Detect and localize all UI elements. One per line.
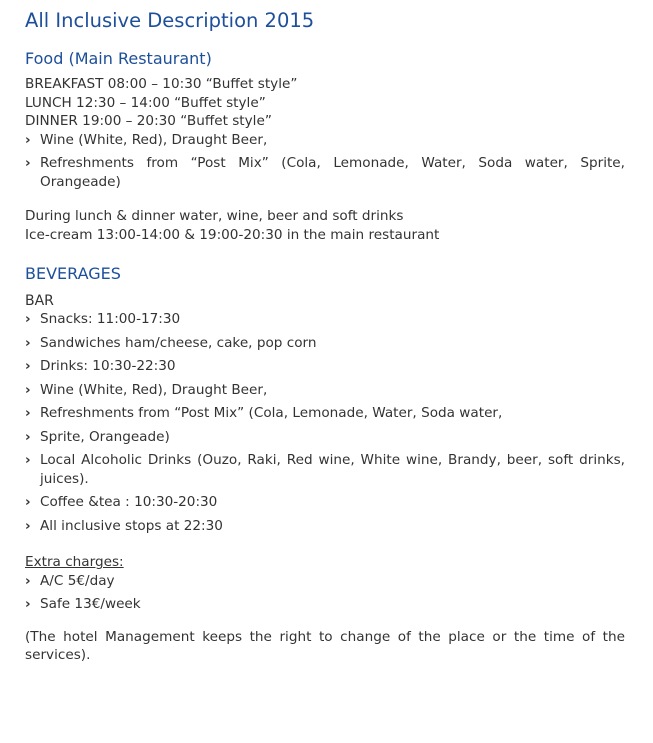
chevron-right-icon: › (25, 381, 31, 398)
chevron-right-icon: › (25, 311, 31, 327)
list-item-text: Coffee &tea : 10:30-20:30 (40, 494, 218, 510)
list-item-text: Drinks: 10:30-22:30 (40, 358, 176, 374)
list-item (25, 357, 625, 376)
chevron-right-icon: › (25, 155, 31, 171)
chevron-right-icon: › (25, 572, 31, 589)
list-item (25, 334, 625, 353)
bar-list (25, 310, 625, 535)
food-notes (25, 207, 625, 244)
chevron-right-icon: › (25, 596, 31, 612)
list-item (25, 595, 625, 614)
meal-breakfast: BREAKFAST 08:00 – 10:30 “Buffet style” (25, 76, 298, 92)
chevron-right-icon: › (25, 131, 31, 148)
list-item-text: All inclusive stops at 22:30 (40, 517, 223, 534)
list-item-text: Refreshments from “Post Mix” (Cola, Lemonade, Water, Soda water, (40, 405, 503, 421)
beverages-heading: BEVERAGES (25, 264, 121, 283)
list-item-text: Wine (White, Red), Draught Beer, (40, 131, 268, 148)
list-item (25, 131, 625, 150)
list-item-text: Sandwiches ham/cheese, cake, pop corn (40, 334, 317, 351)
list-item (25, 572, 625, 591)
management-note: (The hotel Management keeps the right to change of the place or the time of the services). (25, 628, 625, 663)
chevron-right-icon: › (25, 517, 31, 534)
list-item (25, 154, 625, 191)
list-item-text: Refreshments from “Post Mix” (Cola, Lemonade, Water, Soda water, Sprite, Orangeade) (40, 155, 625, 190)
chevron-right-icon: › (25, 428, 31, 445)
list-item (25, 428, 625, 447)
note-ice-cream: Ice-cream 13:00-14:00 & 19:00-20:30 in the main restaurant (25, 226, 440, 243)
list-item (25, 381, 625, 400)
extra-charges-heading: Extra charges: (25, 554, 124, 570)
chevron-right-icon: › (25, 358, 31, 374)
list-item (25, 451, 625, 488)
list-item (25, 493, 625, 512)
list-item-text: A/C 5€/day (40, 572, 115, 589)
extra-charges-list (25, 572, 625, 614)
list-item (25, 404, 625, 423)
chevron-right-icon: › (25, 334, 31, 351)
food-drinks-list (25, 131, 625, 192)
list-item (25, 310, 625, 329)
list-item-text: Snacks: 11:00-17:30 (40, 311, 181, 327)
chevron-right-icon: › (25, 452, 31, 468)
note-lunch-dinner: During lunch & dinner water, wine, beer and soft drinks (25, 208, 404, 224)
food-heading: Food (Main Restaurant) (25, 49, 212, 68)
chevron-right-icon: › (25, 405, 31, 421)
list-item (25, 517, 625, 536)
list-item-text: Local Alcoholic Drinks (Ouzo, Raki, Red wine, White wine, Brandy, beer, soft drinks, juices). (40, 452, 625, 487)
list-item-text: Sprite, Orangeade) (40, 428, 170, 445)
bar-subheading: BAR (25, 293, 54, 309)
meal-dinner: DINNER 19:00 – 20:30 “Buffet style” (25, 113, 272, 129)
page-title: All Inclusive Description 2015 (25, 9, 315, 32)
meal-lunch: LUNCH 12:30 – 14:00 “Buffet style” (25, 94, 266, 111)
meal-times (25, 75, 625, 131)
list-item-text: Wine (White, Red), Draught Beer, (40, 381, 268, 398)
chevron-right-icon: › (25, 494, 31, 510)
list-item-text: Safe 13€/week (40, 596, 141, 612)
